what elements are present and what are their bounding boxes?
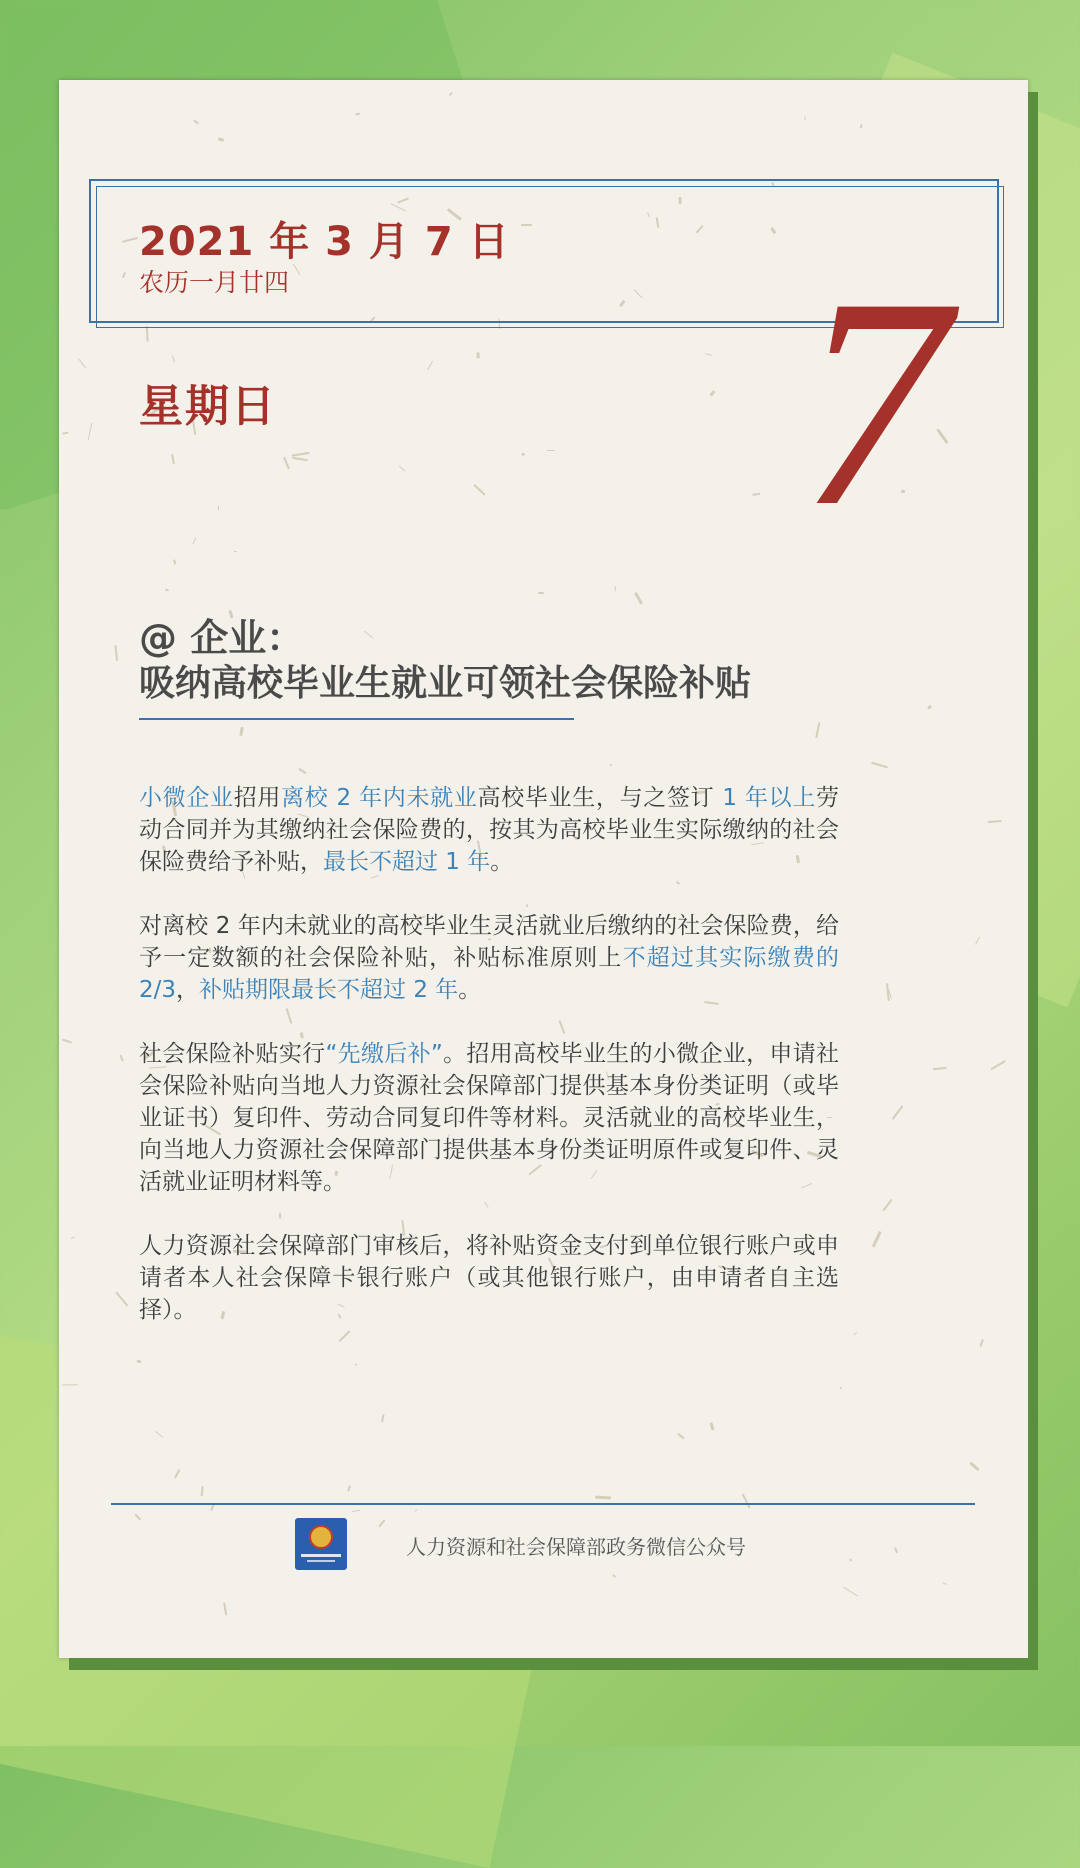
paper-fleck — [522, 453, 525, 456]
paper-fleck — [928, 705, 932, 709]
paper-fleck — [377, 1519, 385, 1528]
headline-underline — [139, 718, 574, 720]
paper-fleck — [116, 1292, 129, 1307]
date-text: 2021 年 3 月 7 日 — [139, 219, 510, 265]
paragraph-text: 人力资源社会保障部门审核后，将补贴资金支付到单位银行账户或申请者本人社会保障卡银行账户（或其他银行账户，由申请者自主选择）。 — [139, 1233, 839, 1323]
paper-fleck — [979, 1339, 983, 1347]
paper-fleck — [239, 727, 243, 736]
paper-fleck — [710, 1422, 715, 1431]
paper-fleck — [398, 466, 405, 472]
paper-fleck — [292, 451, 310, 456]
paper-fleck — [449, 92, 453, 96]
paper-fleck — [119, 1055, 124, 1062]
paper-fleck — [134, 1513, 141, 1519]
paper-fleck — [741, 1493, 750, 1508]
paper-fleck — [165, 588, 170, 591]
paper-fleck — [612, 1574, 617, 1579]
headline-line-1: @ 企业： — [139, 616, 305, 660]
paragraph-2 — [139, 910, 839, 1006]
paper-fleck — [173, 560, 176, 566]
paragraph-4 — [139, 1230, 839, 1326]
paper-fleck — [705, 353, 713, 356]
paragraph-1 — [139, 782, 839, 878]
paragraph-text: 劳动合同并为其缴纳社会保险费的，按其为高校毕业生实际缴纳的社会保险费给予补贴， — [139, 785, 840, 875]
paper-fleck — [338, 1330, 350, 1342]
paper-fleck — [192, 538, 196, 545]
paper-fleck — [883, 1199, 893, 1211]
paper-fleck — [990, 1060, 1005, 1070]
paper-fleck — [988, 820, 1002, 822]
highlighted-text: 小微企业 — [139, 785, 234, 811]
day-number: 7 — [799, 236, 949, 568]
paper-fleck — [171, 454, 175, 464]
paper-fleck — [677, 1432, 684, 1438]
publisher-name: 人力资源和社会保障部政务微信公众号 — [406, 1535, 746, 1559]
paper-fleck — [355, 1364, 357, 1366]
paper-fleck — [279, 1213, 281, 1219]
paper-fleck — [146, 326, 149, 342]
paragraph-text: 招用 — [233, 785, 282, 811]
paper-fleck — [473, 484, 486, 496]
paper-fleck — [815, 722, 820, 738]
paper-fleck — [609, 763, 612, 765]
paragraph-text: 。 — [458, 977, 482, 1003]
paper-fleck — [970, 1461, 980, 1470]
paragraph-text: 。招用高校毕业生的小微企业，申请社会保险补贴向当地人力资源社会保障部门提供基本身份类证明（或毕业证书）复印件、劳动合同复印件等材料。灵活就业的高校毕业生，向当地人力资源社会保障部门提供基本身份类证明原件或复印件、灵活就业证明材料等。 — [139, 1041, 840, 1195]
paper-fleck — [538, 592, 544, 594]
paragraph-text: 对离校 2 年内未就业的高校毕业生灵活就业后缴纳的社会保险费，给予一定数额的社会保险补贴，补贴标准原则上 — [139, 913, 839, 971]
ministry-emblem-icon — [295, 1518, 347, 1570]
paper-fleck — [282, 457, 289, 470]
article-headline — [139, 615, 751, 707]
paper-fleck — [62, 1384, 78, 1386]
paragraph-text: ， — [176, 977, 200, 1003]
footer-divider — [111, 1503, 975, 1505]
paper-fleck — [347, 1485, 351, 1491]
highlighted-text: 离校 2 年内未就业 — [281, 785, 478, 811]
paper-fleck — [78, 358, 86, 369]
paper-fleck — [871, 1231, 881, 1248]
paper-fleck — [893, 1547, 897, 1553]
paper-fleck — [71, 1236, 75, 1239]
paper-fleck — [849, 1558, 852, 1562]
paper-fleck — [710, 391, 716, 397]
highlighted-text: 1 年以上 — [722, 785, 817, 811]
paper-fleck — [355, 113, 360, 116]
paper-fleck — [676, 881, 681, 885]
paper-fleck — [174, 1469, 181, 1479]
paper-fleck — [137, 1360, 142, 1364]
paper-fleck — [298, 768, 307, 774]
paper-fleck — [595, 1496, 611, 1499]
paper-fleck — [526, 905, 528, 908]
paper-fleck — [933, 1067, 947, 1070]
paper-fleck — [292, 456, 308, 460]
paper-fleck — [427, 361, 433, 370]
paper-fleck — [860, 124, 863, 128]
paper-fleck — [804, 117, 805, 121]
paper-fleck — [62, 1039, 72, 1044]
paper-fleck — [171, 355, 174, 362]
paper-fleck — [871, 762, 888, 768]
highlighted-text: 最长不超过 1 年 — [323, 849, 491, 875]
logo-caption-line — [301, 1554, 341, 1557]
paragraph-text: 高校毕业生，与之签订 — [477, 785, 723, 811]
headline-line-2: 吸纳高校毕业生就业可领社会保险补贴 — [139, 663, 752, 704]
paper-fleck — [892, 1105, 904, 1120]
paragraph-text: 。 — [490, 849, 514, 875]
paper-fleck — [155, 1431, 164, 1439]
emblem-circle — [309, 1525, 333, 1549]
paper-fleck — [352, 1509, 360, 1512]
paper-fleck — [853, 1332, 857, 1335]
paper-fleck — [975, 936, 980, 945]
paper-fleck — [234, 551, 237, 552]
paper-fleck — [547, 450, 555, 451]
weekday-text: 星期日 — [139, 381, 277, 432]
highlighted-text: 补贴期限最长不超过 2 年 — [199, 977, 459, 1003]
paper-fleck — [286, 1008, 293, 1024]
highlighted-text: 不超过其实际缴费的 2/3 — [139, 945, 840, 1003]
paper-fleck — [88, 423, 93, 441]
paper-fleck — [840, 1387, 843, 1390]
lunar-date-text: 农历一月廿四 — [139, 268, 290, 297]
paper-fleck — [615, 586, 616, 591]
paper-fleck — [218, 505, 219, 510]
paper-fleck — [558, 1020, 565, 1034]
paper-fleck — [200, 1486, 203, 1496]
paper-fleck — [843, 1586, 858, 1596]
paper-fleck — [942, 1582, 947, 1585]
paper-fleck — [381, 1414, 385, 1422]
paper-fleck — [476, 352, 479, 359]
paper-fleck — [224, 1602, 228, 1615]
paper-fleck — [62, 432, 69, 435]
highlighted-text: “先缴后补” — [325, 1041, 443, 1067]
logo-caption-line — [307, 1560, 335, 1562]
paper-fleck — [484, 1201, 488, 1207]
paper-fleck — [414, 1509, 417, 1512]
paper-fleck — [193, 119, 199, 125]
calendar-paper — [59, 80, 1028, 1658]
paper-fleck — [114, 645, 118, 661]
paragraph-text: 社会保险补贴实行 — [139, 1041, 326, 1067]
paragraph-3 — [139, 1038, 839, 1198]
paper-fleck — [752, 493, 761, 496]
paper-fleck — [217, 137, 223, 141]
paper-fleck — [634, 592, 643, 605]
